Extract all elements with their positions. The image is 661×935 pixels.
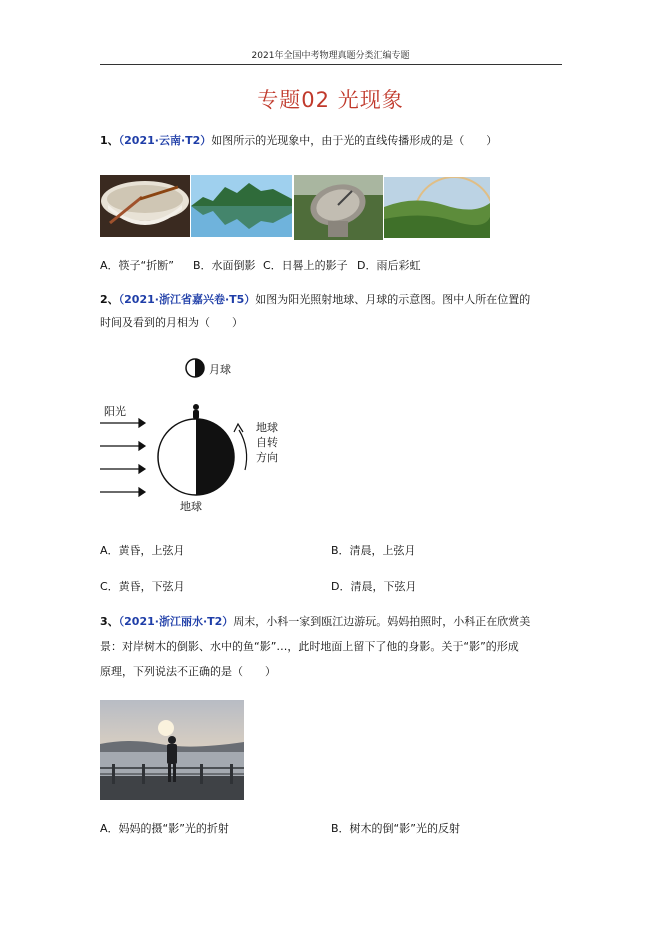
question-3-text-line1: 周末，小科一家到瓯江边游玩。妈妈拍照时，小科正在欣赏美 (233, 615, 531, 628)
question-2-option-a: A．黄昏，上弦月 (100, 544, 185, 557)
rotation-label-line1: 地球 (256, 421, 278, 434)
rotation-label-line2: 自转 (256, 436, 278, 449)
question-2-option-d: D．清晨，下弦月 (331, 580, 417, 593)
question-2-text-line1: 如图为阳光照射地球、月球的示意图。图中人所在位置的 (255, 293, 531, 306)
question-1-option-a: A．筷子“折断” (100, 259, 174, 272)
question-2-text-line2: 时间及看到的月相为（ ） (100, 316, 243, 329)
question-1-option-b: B．水面倒影 (193, 259, 256, 272)
header-divider (100, 64, 562, 65)
question-1-text: 如图所示的光现象中，由于光的直线传播形成的是（ ） (211, 134, 498, 147)
question-2-option-b: B．清晨，上弦月 (331, 544, 416, 557)
rotation-label (256, 420, 278, 465)
question-1-option-d: D．雨后彩虹 (357, 259, 421, 272)
question-3-number: 3、 (100, 615, 119, 628)
page-header: 2021年全国中考物理真题分类汇编专题 (251, 51, 410, 61)
earth-label: 地球 (180, 500, 202, 513)
question-2-option-c: C．黄昏，下弦月 (100, 580, 185, 593)
question-2-stem (100, 292, 570, 308)
rainbow-image (384, 177, 490, 238)
moon-label: 月球 (209, 363, 231, 376)
sunlight-arrows-icon (100, 419, 145, 496)
rotation-arrow-icon (234, 424, 247, 470)
question-1-number: 1、 (100, 134, 119, 147)
question-2-number: 2、 (100, 293, 119, 306)
question-1-stem (100, 133, 570, 149)
page-title: 专题02 光现象 (257, 88, 404, 112)
riverside-silhouette-image (100, 700, 244, 800)
question-3-text-line2: 景：对岸树木的倒影、水中的鱼“影”…，此时地面上留下了他的身影。关于“影”的形成 (100, 640, 519, 653)
question-3-option-b: B．树木的倒“影”光的反射 (331, 822, 460, 835)
sundial-image (294, 175, 383, 240)
water-reflection-image (191, 175, 292, 237)
question-2-source: （2021·浙江省嘉兴卷·T5） (118, 293, 256, 306)
question-3-source: （2021·浙江丽水·T2） (118, 615, 234, 628)
question-3-text-line3: 原理，下列说法不正确的是（ ） (100, 665, 276, 678)
rotation-label-line3: 方向 (256, 451, 278, 464)
question-3-option-a: A．妈妈的摄“影”光的折射 (100, 822, 229, 835)
person-icon (193, 404, 199, 419)
question-3-stem (100, 614, 570, 630)
question-1-option-c: C．日晷上的影子 (263, 259, 348, 272)
earth-icon (158, 419, 234, 495)
chopsticks-in-bowl-image (100, 175, 190, 237)
question-1-source: （2021·云南·T2） (118, 134, 212, 147)
sunlight-label: 阳光 (104, 405, 126, 418)
moon-phase-icon (186, 359, 204, 377)
